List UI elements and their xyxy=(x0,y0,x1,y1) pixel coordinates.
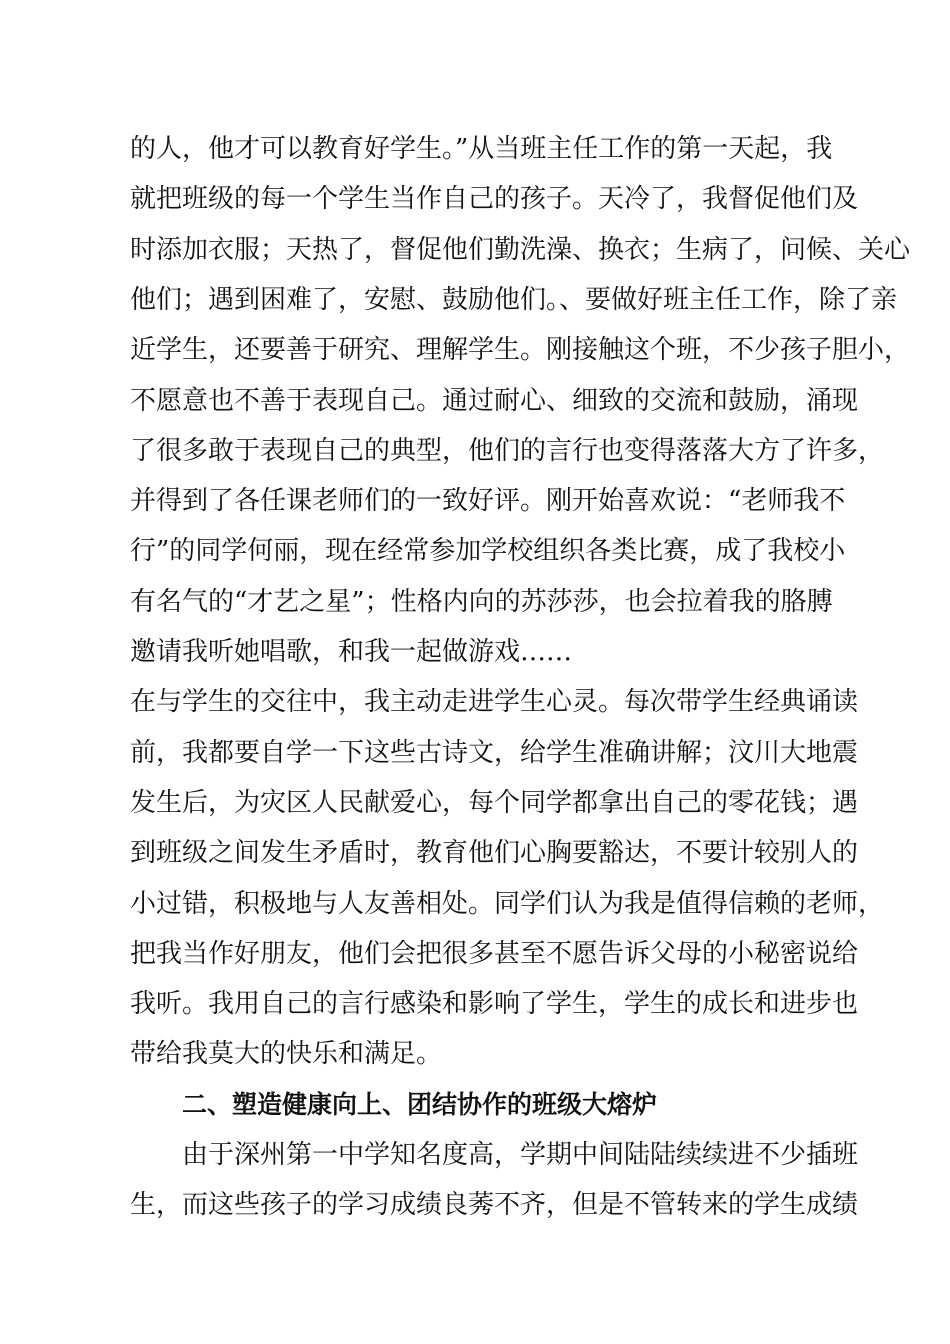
text-line: 不愿意也不善于表现自己。通过耐心、细致的交流和鼓励，涌现 xyxy=(130,386,859,416)
text-line: 小过错，积极地与人友善相处。同学们认为我是值得信赖的老师， xyxy=(130,889,885,919)
text-line: 就把班级的每一个学生当作自己的孩子。天冷了，我督促他们及 xyxy=(130,184,859,214)
text-line: 近学生，还要善于研究、理解学生。刚接触这个班，不少孩子胆小， xyxy=(130,335,911,365)
text-line: 有名气的“才艺之星”；性格内向的苏莎莎，也会拉着我的胳膊 xyxy=(130,587,833,617)
text-line: 他们；遇到困难了，安慰、鼓励他们。、要做好班主任工作，除了亲 xyxy=(130,285,898,315)
text-line: 我听。我用自己的言行感染和影响了学生，学生的成长和进步也 xyxy=(130,989,859,1019)
text-line: 由于深州第一中学知名度高，学期中间陆陆续续进不少插班 xyxy=(182,1140,859,1170)
text-line: 了很多敢于表现自己的典型，他们的言行也变得落落大方了许多， xyxy=(130,436,885,466)
text-line: 行”的同学何丽，现在经常参加学校组织各类比赛，成了我校小 xyxy=(130,536,846,566)
text-line: 到班级之间发生矛盾时，教育他们心胸要豁达，不要计较别人的 xyxy=(130,838,859,868)
text-line: 生，而这些孩子的学习成绩良莠不齐，但是不管转来的学生成绩 xyxy=(130,1190,859,1220)
text-line: 前，我都要自学一下这些古诗文，给学生准确讲解；汶川大地震 xyxy=(130,738,859,768)
text-line: 发生后，为灾区人民献爱心，每个同学都拿出自己的零花钱；遇 xyxy=(130,788,859,818)
text-line: 的人，他才可以教育好学生。”从当班主任工作的第一天起，我 xyxy=(130,134,833,164)
text-line: 带给我莫大的快乐和满足。 xyxy=(130,1039,443,1069)
text-line: 时添加衣服；天热了，督促他们勤洗澡、换衣；生病了，问候、关心 xyxy=(130,235,911,265)
section-heading: 二、塑造健康向上、团结协作的班级大熔炉 xyxy=(182,1090,658,1119)
text-line: 并得到了各任课老师们的一致好评。刚开始喜欢说：“老师我不 xyxy=(130,486,846,516)
text-line: 在与学生的交往中，我主动走进学生心灵。每次带学生经典诵读 xyxy=(130,687,859,717)
text-line: 把我当作好朋友，他们会把很多甚至不愿告诉父母的小秘密说给 xyxy=(130,939,859,969)
text-line: 邀请我听她唱歌，和我一起做游戏…… xyxy=(130,637,573,667)
